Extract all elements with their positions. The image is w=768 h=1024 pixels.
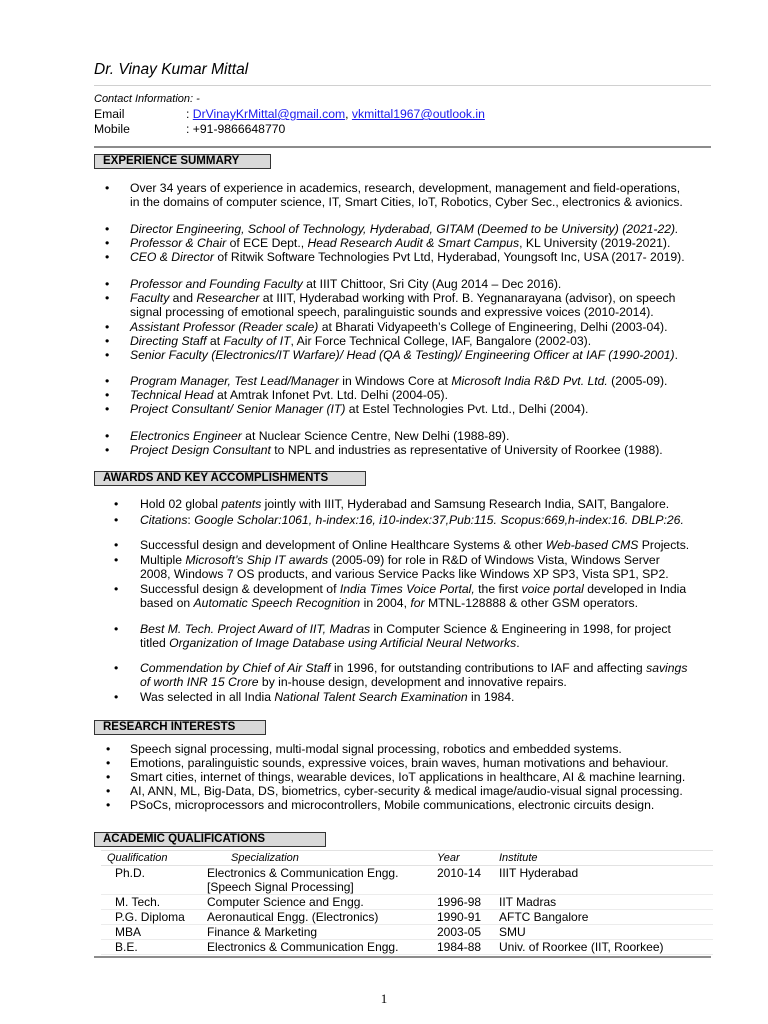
mobile-value: : +91-9866648770 bbox=[186, 122, 286, 136]
experience-item: • Electronics Engineer at Nuclear Science Centre, New Delhi (1988-89). bbox=[105, 429, 510, 443]
research-item: • PSoCs, microprocessors and microcontrollers, Mobile communications, electronic circuits design. bbox=[106, 798, 655, 812]
table-row bbox=[101, 925, 713, 940]
experience-item: • Professor & Chair of ECE Dept., Head Research Audit & Smart Campus, KL University (2019-2021). bbox=[105, 236, 671, 250]
bullet-icon: • bbox=[105, 402, 110, 416]
section-header-research: RESEARCH INTERESTS bbox=[94, 720, 266, 735]
page-number: 1 bbox=[380, 991, 388, 1006]
bullet-icon: • bbox=[114, 582, 119, 596]
qualification-cell: MBA bbox=[101, 925, 201, 940]
contact-divider bbox=[94, 146, 711, 148]
research-item: • Emotions, paralinguistic sounds, expressive voices, brain waves, human motivations and behaviour. bbox=[106, 756, 669, 770]
bullet-icon: • bbox=[105, 443, 110, 457]
specialization-cell: Computer Science and Engg. bbox=[201, 895, 431, 910]
experience-item: • Directing Staff at Faculty of IT, Air Force Technical College, IAF, Bangalore (2002-03). bbox=[105, 334, 592, 348]
qualifications-table bbox=[101, 850, 713, 955]
award-item: • Successful design and development of Online Healthcare Systems & other Web-based CMS Projects. bbox=[114, 538, 690, 552]
candidate-name: Dr. Vinay Kumar Mittal bbox=[94, 61, 249, 78]
experience-item: • Professor and Founding Faculty at IIIT Chittoor, Sri City (Aug 2014 – Dec 2016). bbox=[105, 277, 562, 291]
award-item: • Multiple Microsoft’s Ship IT awards (2005-09) for role in R&D of Windows Vista, Windows Server 2008, Windows 7 OS products, and various Service Packs like Windows XP SP3, Vista SP1, SP2. bbox=[114, 553, 669, 581]
email-row bbox=[94, 107, 485, 121]
mobile-label: Mobile bbox=[94, 122, 130, 136]
column-header-year: Year bbox=[431, 851, 493, 866]
research-item: • Speech signal processing, multi-modal signal processing, robotics and embedded systems. bbox=[106, 742, 622, 756]
bullet-icon: • bbox=[105, 348, 110, 362]
year-cell: 2003-05 bbox=[431, 925, 493, 940]
year-cell: 2010-14 bbox=[431, 866, 493, 895]
bullet-icon: • bbox=[114, 497, 119, 511]
award-item: • Was selected in all India National Talent Search Examination in 1984. bbox=[114, 690, 515, 704]
institute-cell: IIT Madras bbox=[493, 895, 713, 910]
institute-cell: IIIT Hyderabad bbox=[493, 866, 713, 895]
research-item: • AI, ANN, ML, Big-Data, DS, biometrics, cyber-security & medical image/audio-visual signal processing. bbox=[106, 784, 683, 798]
table-row bbox=[101, 895, 713, 910]
column-header-qualification: Qualification bbox=[101, 851, 201, 866]
bullet-icon: • bbox=[105, 222, 110, 236]
table-bottom-divider bbox=[94, 956, 711, 958]
bullet-icon: • bbox=[114, 661, 119, 675]
bullet-icon: • bbox=[105, 181, 110, 195]
bullet-icon: • bbox=[105, 334, 110, 348]
mobile-row bbox=[94, 122, 285, 136]
bullet-icon: • bbox=[106, 770, 111, 784]
bullet-icon: • bbox=[106, 756, 111, 770]
bullet-icon: • bbox=[105, 429, 110, 443]
year-cell: 1984-88 bbox=[431, 940, 493, 955]
header-divider bbox=[94, 85, 711, 86]
bullet-icon: • bbox=[114, 622, 119, 636]
contact-info-label: Contact Information: - bbox=[94, 93, 200, 105]
experience-item: • Program Manager, Test Lead/Manager in Windows Core at Microsoft India R&D Pvt. Ltd. (2005-09). bbox=[105, 374, 668, 388]
column-header-specialization: Specialization bbox=[201, 851, 431, 866]
table-header-row bbox=[101, 851, 713, 866]
section-header-academic: ACADEMIC QUALIFICATIONS bbox=[94, 832, 326, 847]
experience-item: • Faculty and Researcher at IIIT, Hyderabad working with Prof. B. Yegnanarayana (advisor), on speech signal processing of emotional speech, paralinguistic sounds and expressive voices (2010-2014). bbox=[105, 291, 676, 319]
bullet-icon: • bbox=[105, 250, 110, 264]
institute-cell: Univ. of Roorkee (IIT, Roorkee) bbox=[493, 940, 713, 955]
bullet-icon: • bbox=[105, 388, 110, 402]
bullet-icon: • bbox=[105, 320, 110, 334]
award-item: • Commendation by Chief of Air Staff in 1996, for outstanding contributions to IAF and affecting savings of worth INR 15 Crore by in-house design, development and innovative repairs. bbox=[114, 661, 688, 689]
experience-item: • Assistant Professor (Reader scale) at Bharati Vidyapeeth’s College of Engineering, Delhi (2003-04). bbox=[105, 320, 668, 334]
table-row bbox=[101, 866, 713, 895]
experience-item: • Project Design Consultant to NPL and industries as representative of University of Roorkee (1988). bbox=[105, 443, 663, 457]
column-header-institute: Institute bbox=[493, 851, 713, 866]
specialization-cell: Finance & Marketing bbox=[201, 925, 431, 940]
award-item: • Hold 02 global patents jointly with IIIT, Hyderabad and Samsung Research India, SAIT, Bangalore. bbox=[114, 497, 670, 511]
institute-cell: SMU bbox=[493, 925, 713, 940]
bullet-icon: • bbox=[105, 291, 110, 305]
email-label: Email bbox=[94, 107, 125, 121]
year-cell: 1990-91 bbox=[431, 910, 493, 925]
bullet-icon: • bbox=[105, 236, 110, 250]
bullet-icon: • bbox=[106, 742, 111, 756]
year-cell: 1996-98 bbox=[431, 895, 493, 910]
bullet-icon: • bbox=[106, 798, 111, 812]
research-item: • Smart cities, internet of things, wearable devices, IoT applications in healthcare, AI & machine learning. bbox=[106, 770, 686, 784]
bullet-icon: • bbox=[114, 690, 119, 704]
qualification-cell: B.E. bbox=[101, 940, 201, 955]
experience-item: • Technical Head at Amtrak Infonet Pvt. Ltd. Delhi (2004-05). bbox=[105, 388, 448, 402]
qualification-cell: Ph.D. bbox=[101, 866, 201, 895]
experience-item: • Project Consultant/ Senior Manager (IT) at Estel Technologies Pvt. Ltd., Delhi (2004). bbox=[105, 402, 589, 416]
qualification-cell: P.G. Diploma bbox=[101, 910, 201, 925]
specialization-cell: Electronics & Communication Engg. bbox=[201, 940, 431, 955]
bullet-icon: • bbox=[114, 553, 119, 567]
email-separator: , bbox=[345, 107, 352, 121]
bullet-icon: • bbox=[105, 374, 110, 388]
qualification-cell: M. Tech. bbox=[101, 895, 201, 910]
institute-cell: AFTC Bangalore bbox=[493, 910, 713, 925]
email-link-secondary[interactable]: vkmittal1967@outlook.in bbox=[351, 107, 485, 121]
bullet-icon: • bbox=[114, 538, 119, 552]
specialization-cell: Aeronautical Engg. (Electronics) bbox=[201, 910, 431, 925]
bullet-icon: • bbox=[114, 513, 119, 527]
email-link-primary[interactable]: DrVinayKrMittal@gmail.com bbox=[192, 107, 346, 121]
experience-item: • Director Engineering, School of Technology, Hyderabad, GITAM (Deemed to be University) (2021-22). bbox=[105, 222, 679, 236]
bullet-icon: • bbox=[105, 277, 110, 291]
email-colon: : bbox=[186, 107, 193, 121]
section-header-awards: AWARDS AND KEY ACCOMPLISHMENTS bbox=[94, 471, 366, 486]
specialization-cell: Electronics & Communication Engg. [Speech Signal Processing] bbox=[201, 866, 431, 895]
section-header-experience: EXPERIENCE SUMMARY bbox=[94, 154, 271, 169]
table-row bbox=[101, 910, 713, 925]
award-item: • Successful design & development of India Times Voice Portal, the first voice portal developed in India based on Automatic Speech Recognition in 2004, for MTNL-128888 & other GSM operators. bbox=[114, 582, 687, 610]
experience-item: • CEO & Director of Ritwik Software Technologies Pvt Ltd, Hyderabad, Youngsoft Inc, USA (2017- 2019). bbox=[105, 250, 685, 264]
table-row bbox=[101, 940, 713, 955]
award-item: • Best M. Tech. Project Award of IIT, Madras in Computer Science & Engineering in 1998, for project titled Organization of Image Database using Artificial Neural Networks. bbox=[114, 622, 671, 650]
experience-item: • Senior Faculty (Electronics/IT Warfare)/ Head (QA & Testing)/ Engineering Officer at IAF (1990-2001). bbox=[105, 348, 678, 362]
bullet-icon: • bbox=[106, 784, 111, 798]
experience-item: • Over 34 years of experience in academics, research, development, management and field-operations, in the domains of computer science, IT, Smart Cities, IoT, Robotics, Cyber Sec., electronics & avionics. bbox=[105, 181, 683, 209]
award-item: • Citations: Google Scholar:1061, h-index:16, i10-index:37,Pub:115. Scopus:669,h-index:16. DBLP:26. bbox=[114, 513, 684, 527]
